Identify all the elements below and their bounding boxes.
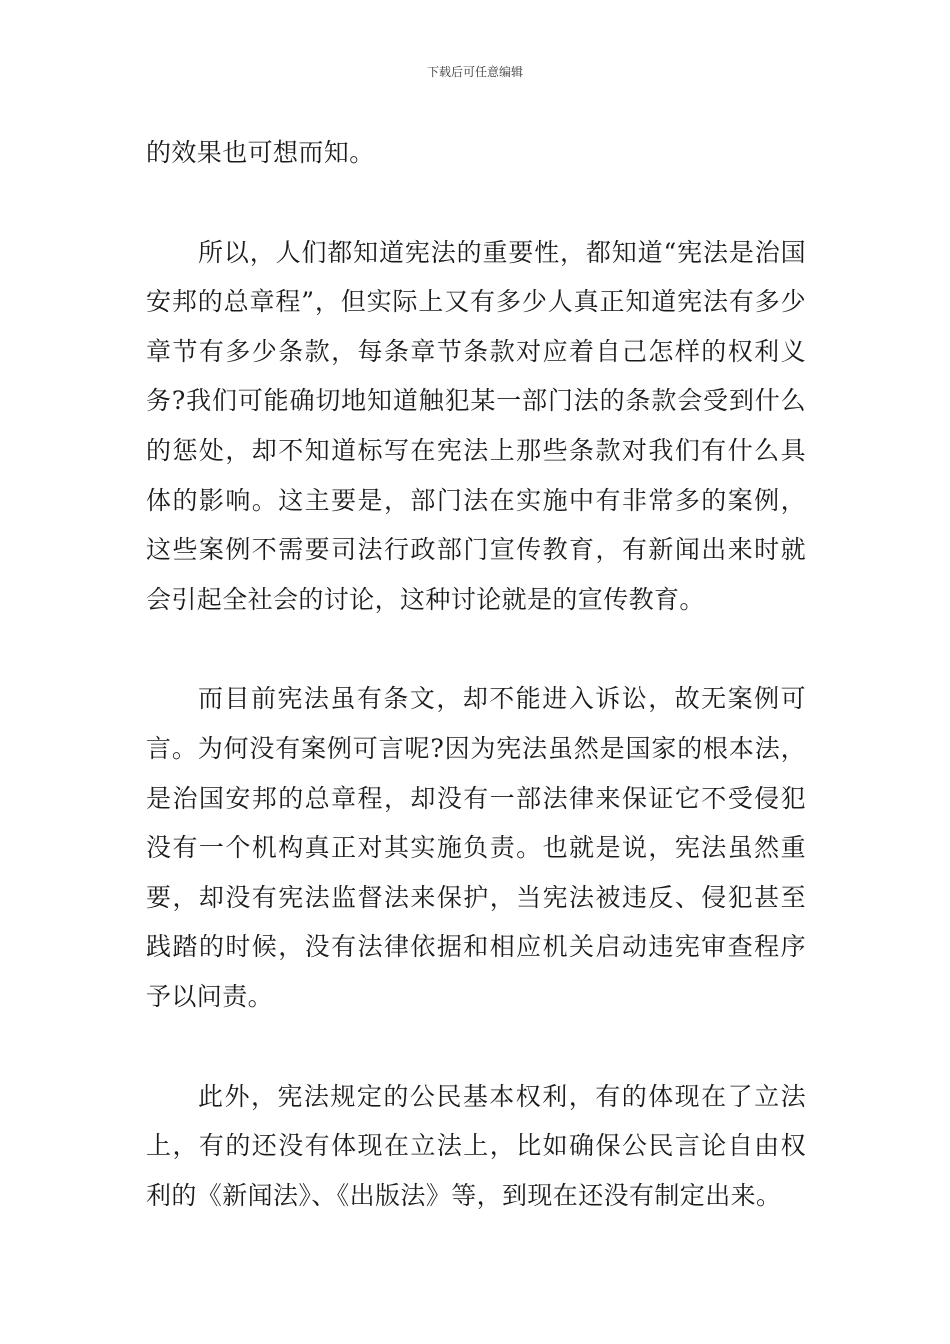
paragraph-1: 的效果也可想而知。 bbox=[146, 138, 375, 167]
paragraph-4: 此外，宪法规定的公民基本权利，有的体现在了立法上，有的还没有体现在立法上，比如确保公民言论自由权利的《新闻法》、《出版法》等，到现在还没有制定出来。 bbox=[146, 1081, 806, 1210]
paragraph-3: 而目前宪法虽有条文，却不能进入诉讼，故无案例可言。为何没有案例可言呢?因为宪法虽然是国家的根本法，是治国安邦的总章程，却没有一部法律来保证它不受侵犯没有一个机构真正对其实施负责。也就是说，宪法虽然重要，却没有宪法监督法来保护，当宪法被违反、侵犯甚至践踏的时候，没有法律依据和相应机关启动违宪审查程序予以问责。 bbox=[146, 684, 806, 1011]
document-body bbox=[146, 128, 806, 1220]
paragraph-gap bbox=[146, 1022, 806, 1072]
page-header-note: 下载后可任意编辑 bbox=[426, 65, 523, 79]
paragraph-2: 所以，人们都知道宪法的重要性，都知道“宪法是治国安邦的总章程”，但实际上又有多少人真正知道宪法有多少章节有多少条款，每条章节条款对应着自己怎样的权利义务?我们可能确切地知道触犯某一部门法的条款会受到什么的惩处，却不知道标写在宪法上那些条款对我们有什么具体的影响。这主要是，部门法在实施中有非常多的案例，这些案例不需要司法行政部门宣传教育，有新闻出来时就会引起全社会的讨论，这种讨论就是的宣传教育。 bbox=[146, 237, 806, 614]
paragraph-gap bbox=[146, 624, 806, 674]
paragraph-gap bbox=[146, 178, 806, 228]
